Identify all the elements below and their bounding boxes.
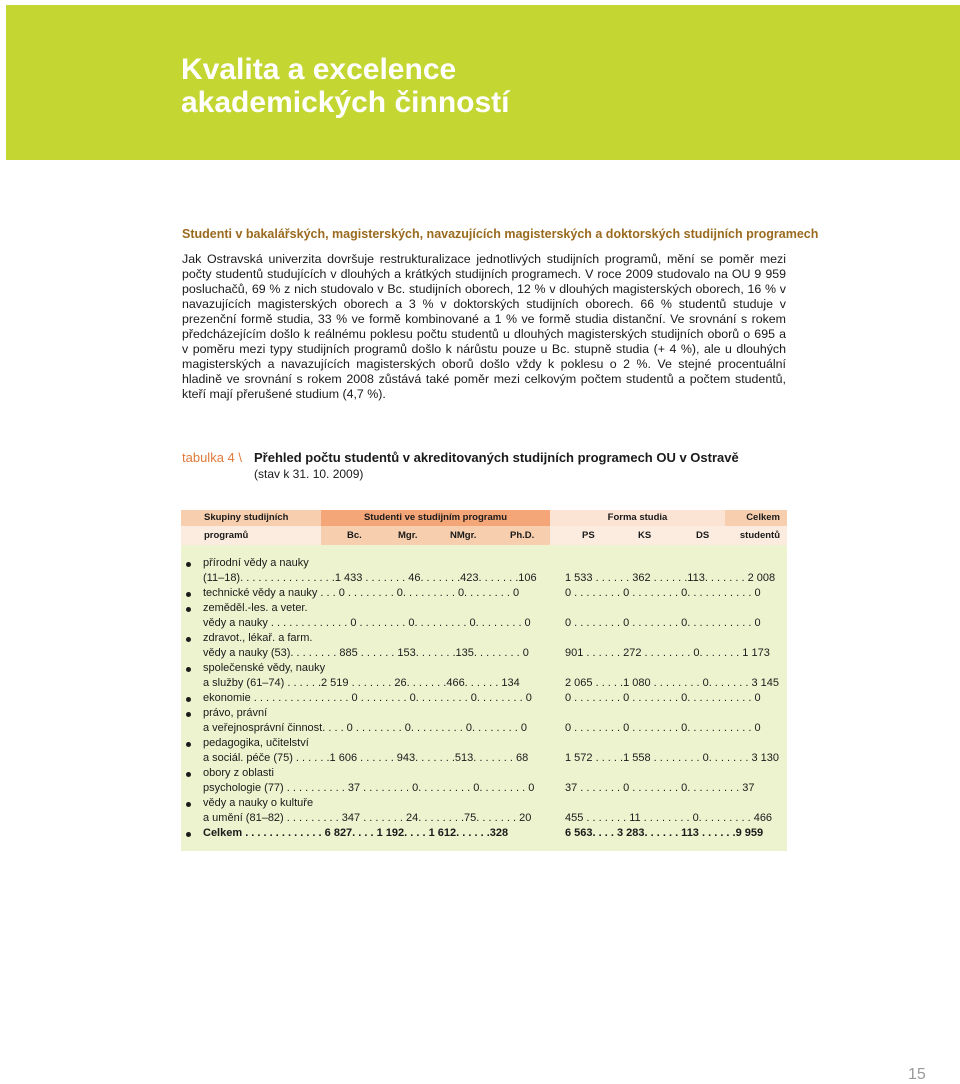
header-groups-line1: Skupiny studijních	[181, 510, 321, 526]
row-label: společenské vědy, nauky	[203, 662, 326, 674]
header-phd: Ph.D.	[510, 530, 535, 541]
row-form-values: 0 . . . . . . . . 0 . . . . . . . . 0. . . . . . . . . . . 0	[565, 617, 761, 629]
header-form-group: Forma studia	[550, 510, 725, 526]
row-form-values: 1 533 . . . . . . 362 . . . . . .113. . . . . . . 2 008	[565, 572, 776, 584]
row-label: a sociál. péče (75) . . . . . .1 606 . . . . . . 943. . . . . . .513. . . . . . . 68	[203, 752, 529, 764]
header-program-subcols	[321, 526, 550, 545]
bullet-icon	[186, 712, 191, 717]
header-bc: Bc.	[347, 530, 362, 541]
row-form-values: 6 563. . . . 3 283. . . . . . 113 . . . . . .9 959	[565, 827, 764, 839]
table-row	[181, 826, 787, 841]
row-form-values: 901 . . . . . . 272 . . . . . . . . 0. . . . . . . 1 173	[565, 647, 770, 659]
row-label: psychologie (77) . . . . . . . . . . 37 . . . . . . . . 0. . . . . . . . . 0. . . . . . . . 0	[203, 782, 535, 794]
row-label: technické vědy a nauky . . . 0 . . . . . . . . 0. . . . . . . . . 0. . . . . . . . 0	[203, 587, 520, 599]
table-row	[181, 736, 787, 751]
table-row	[181, 676, 787, 691]
row-label: přírodní vědy a nauky	[203, 557, 309, 569]
bullet-icon	[186, 562, 191, 567]
table-row	[181, 601, 787, 616]
section-title: Studenti v bakalářských, magisterských, navazujících magisterských a doktorských studijních programech	[182, 227, 819, 241]
table-row	[181, 751, 787, 766]
table-subtitle: (stav k 31. 10. 2009)	[254, 467, 364, 481]
row-form-values: 1 572 . . . . .1 558 . . . . . . . . 0. . . . . . . 3 130	[565, 752, 780, 764]
page-title-line1: Kvalita a excelence	[181, 53, 457, 86]
table-row	[181, 556, 787, 571]
page-title	[181, 53, 509, 119]
table-row	[181, 811, 787, 826]
header-banner	[6, 5, 960, 160]
table-row	[181, 781, 787, 796]
bullet-icon	[186, 697, 191, 702]
row-form-values: 37 . . . . . . . 0 . . . . . . . . 0. . . . . . . . . 37	[565, 782, 755, 794]
header-groups-line2: programů	[181, 526, 321, 545]
table-row	[181, 646, 787, 661]
header-ks: KS	[638, 530, 652, 541]
row-label: Celkem . . . . . . . . . . . . . 6 827. . . . 1 192. . . . 1 612. . . . . .328	[203, 827, 509, 839]
row-form-values: 455 . . . . . . . 11 . . . . . . . . 0. . . . . . . . . 466	[565, 812, 773, 824]
row-label: právo, právní	[203, 707, 268, 719]
row-label: ekonomie . . . . . . . . . . . . . . . . 0 . . . . . . . . 0. . . . . . . . . 0. . . . . . . . 0	[203, 692, 532, 704]
table-row	[181, 661, 787, 676]
header-total-line1: Celkem	[725, 510, 787, 526]
bullet-icon	[186, 607, 191, 612]
header-ds: DS	[696, 530, 710, 541]
page-title-line2: akademických činností	[181, 86, 510, 119]
row-label: vědy a nauky o kultuře	[203, 797, 314, 809]
table-row	[181, 571, 787, 586]
table-row	[181, 616, 787, 631]
bullet-icon	[186, 772, 191, 777]
header-total-line2: studentů	[725, 526, 787, 545]
page-number: 15	[908, 1066, 926, 1083]
header-ps: PS	[582, 530, 595, 541]
body-paragraph: Jak Ostravská univerzita dovršuje restrukturalizace jednotlivých studijních programů, mění se poměr mezi počty studentů studujících v dlouhých a krátkých studijních programech. V roce 2009 studovalo na OU 9 959 posluchačů, 69 % z nich studovalo v Bc. studijních oborech, 12 % v dlouhých magisterských oborech, 16 % v navazujících magisterských oborech a 3 % v doktorských studijních oborech. 66 % studentů studuje v prezenční formě studia, 33 % ve formě kombinované a 1 % ve formě studia distanční. Ve srovnání s rokem předcházejícím došlo k reálnému poklesu počtu studentů u dlouhých magisterských studijních oborů o 695 a v poměru mezi typy studijních programů došlo k nárůstu pouze u Bc. stupně studia (+ 4 %), ale u dlouhých magisterských a navazujících magisterských oborů došlo vždy k poklesu o 2 %. Ve stejné procentuální hladině ve srovnání s rokem 2008 zůstává také poměr mezi celkovým počtem studentů a počtem studentů, kteří mají přerušené studium (4,7 %).	[182, 252, 786, 401]
header-form-subcols	[550, 526, 725, 545]
row-form-values: 0 . . . . . . . . 0 . . . . . . . . 0. . . . . . . . . . . 0	[565, 722, 761, 734]
table-row	[181, 691, 787, 706]
row-label: zdravot., lékař. a farm.	[203, 632, 313, 644]
header-mgr: Mgr.	[398, 530, 418, 541]
row-label: a služby (61–74) . . . . . .2 519 . . . . . . . 26. . . . . . .466. . . . . . 134	[203, 677, 520, 689]
row-label: (11–18). . . . . . . . . . . . . . . .1 433 . . . . . . . 46. . . . . . .423. . . . . . .106	[203, 572, 537, 584]
header-nmgr: NMgr.	[450, 530, 477, 541]
table-header-row-1	[181, 510, 787, 526]
bullet-icon	[186, 742, 191, 747]
row-label: a veřejnosprávní činnost. . . . 0 . . . . . . . . 0. . . . . . . . . 0. . . . . . . . 0	[203, 722, 528, 734]
bullet-icon	[186, 637, 191, 642]
row-label: vědy a nauky . . . . . . . . . . . . . 0 . . . . . . . . 0. . . . . . . . . 0. . . . . . . . 0	[203, 617, 531, 629]
row-form-values: 0 . . . . . . . . 0 . . . . . . . . 0. . . . . . . . . . . 0	[565, 692, 761, 704]
row-label: obory z oblasti	[203, 767, 274, 779]
row-label: zeměděl.-les. a veter.	[203, 602, 308, 614]
row-form-values: 2 065 . . . . .1 080 . . . . . . . . 0. . . . . . . 3 145	[565, 677, 780, 689]
table-row	[181, 796, 787, 811]
bullet-icon	[186, 667, 191, 672]
table-header-row-2	[181, 526, 787, 545]
row-label: a umění (81–82) . . . . . . . . . 347 . . . . . . . 24. . . . . . . .75. . . . . . . 20	[203, 812, 532, 824]
header-program-group: Studenti ve studijním programu	[321, 510, 550, 526]
table-row	[181, 586, 787, 601]
bullet-icon	[186, 802, 191, 807]
row-form-values: 0 . . . . . . . . 0 . . . . . . . . 0. . . . . . . . . . . 0	[565, 587, 761, 599]
students-table	[181, 510, 787, 851]
row-label: vědy a nauky (53). . . . . . . . 885 . . . . . . 153. . . . . . .135. . . . . . . . 0	[203, 647, 529, 659]
bullet-icon	[186, 592, 191, 597]
table-row	[181, 706, 787, 721]
row-label: pedagogika, učitelství	[203, 737, 309, 749]
table-title: Přehled počtu studentů v akreditovaných studijních programech OU v Ostravě	[254, 450, 739, 465]
bullet-icon	[186, 832, 191, 837]
table-body	[181, 556, 787, 841]
table-row	[181, 631, 787, 646]
table-row	[181, 721, 787, 736]
table-label: tabulka 4 \	[182, 450, 242, 465]
table-row	[181, 766, 787, 781]
